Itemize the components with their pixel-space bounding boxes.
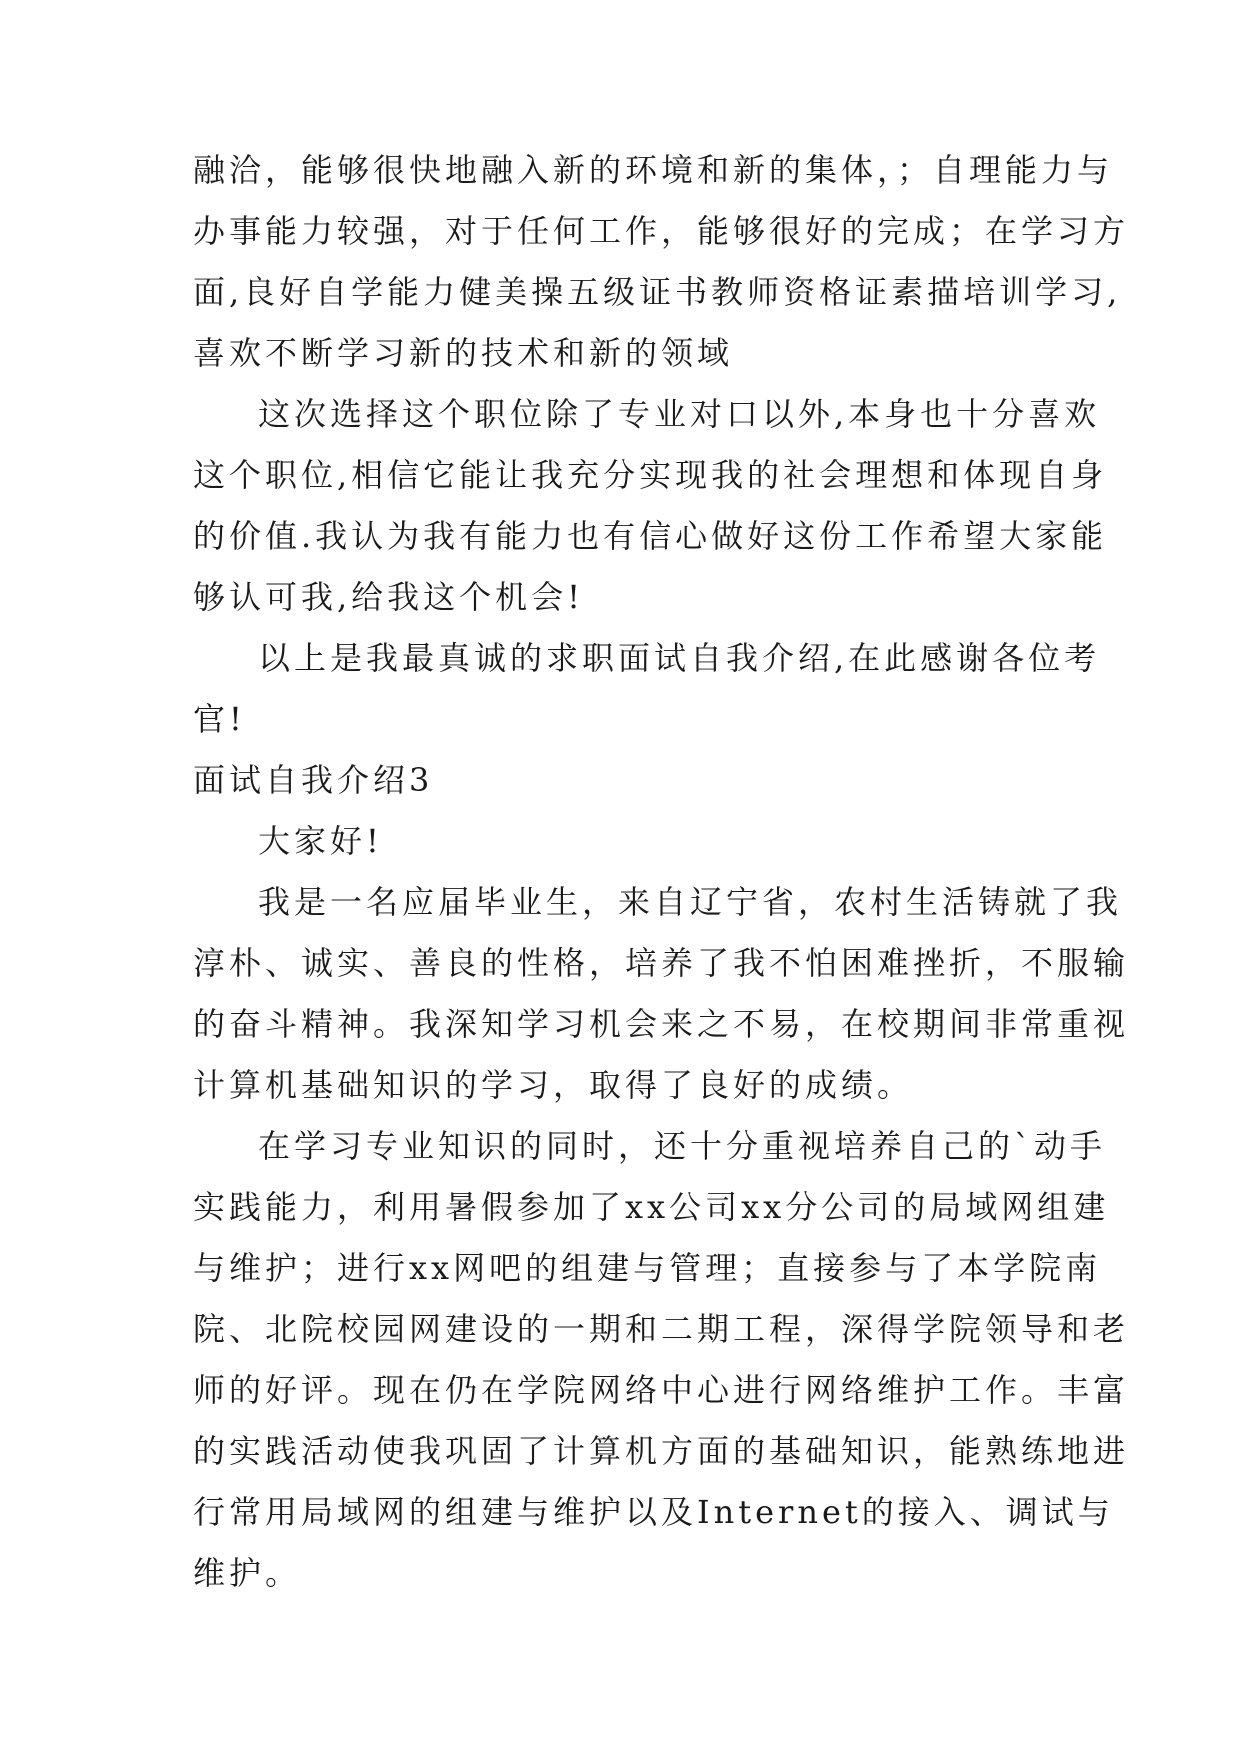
paragraph-first-line: 以上是我最真诚的求职面试自我介绍,在此感谢各位考 xyxy=(258,639,1101,677)
text-line: 办事能力较强，对于任何工作，能够很好的完成；在学习方 xyxy=(193,212,1130,250)
text-line: 的价值.我认为我有能力也有信心做好这份工作希望大家能 xyxy=(193,517,1108,555)
text-line: 淳朴、诚实、善良的性格，培养了我不怕困难挫折，不服输 xyxy=(193,944,1130,982)
text-line: 计算机基础知识的学习，取得了良好的成绩。 xyxy=(193,1066,914,1104)
text-line: 维护。 xyxy=(193,1554,302,1592)
text-line: 融洽，能够很快地融入新的环境和新的集体，；自理能力与 xyxy=(193,151,1114,189)
text-line: 院、北院校园网建设的一期和二期工程，深得学院领导和老 xyxy=(193,1310,1130,1348)
greeting: 大家好! xyxy=(258,822,383,860)
text-line: 实践能力，利用暑假参加了xx公司xx分公司的局域网组建 xyxy=(193,1188,1110,1226)
paragraph-first-line: 这次选择这个职位除了专业对口以外,本身也十分喜欢 xyxy=(258,395,1101,433)
text-line: 这个职位,相信它能让我充分实现我的社会理想和体现自身 xyxy=(193,456,1108,494)
paragraph-first-line: 我是一名应届毕业生，来自辽宁省，农村生活铸就了我 xyxy=(258,883,1123,921)
text-line: 师的好评。现在仍在学院网络中心进行网络维护工作。丰富 xyxy=(193,1371,1130,1409)
text-line: 面,良好自学能力健美操五级证书教师资格证素描培训学习, xyxy=(193,273,1122,311)
text-line: 官! xyxy=(193,700,246,738)
text-line: 行常用局域网的组建与维护以及Internet的接入、调试与 xyxy=(193,1493,1114,1531)
paragraph-first-line: 在学习专业知识的同时，还十分重视培养自己的`动手 xyxy=(258,1127,1107,1165)
section-heading: 面试自我介绍3 xyxy=(193,761,434,799)
text-line: 的实践活动使我巩固了计算机方面的基础知识，能熟练地进 xyxy=(193,1432,1130,1470)
text-line: 够认可我,给我这个机会! xyxy=(193,578,585,616)
text-line: 喜欢不断学习新的技术和新的领域 xyxy=(193,334,734,372)
text-line: 与维护；进行xx网吧的组建与管理；直接参与了本学院南 xyxy=(193,1249,1102,1287)
text-line: 的奋斗精神。我深知学习机会来之不易，在校期间非常重视 xyxy=(193,1005,1130,1043)
